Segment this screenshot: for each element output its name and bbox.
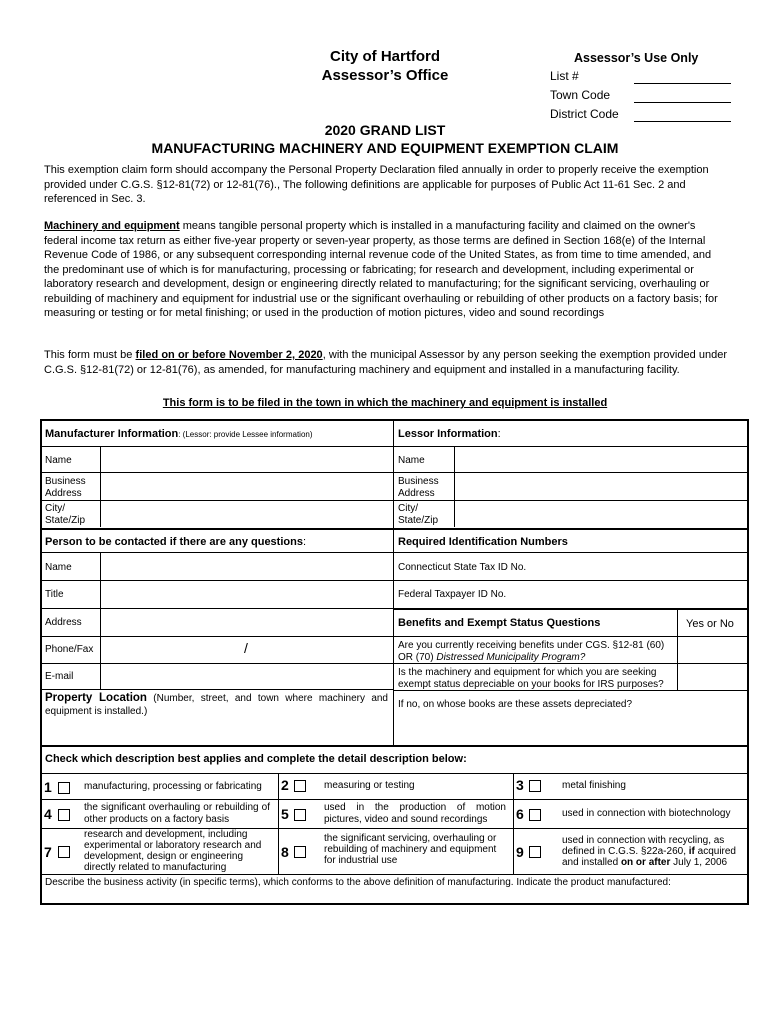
- city-name: City of Hartford: [330, 48, 440, 65]
- contact-address-field[interactable]: [101, 609, 392, 635]
- option-number: 9: [516, 844, 524, 860]
- lessor-business-label: Business Address: [398, 476, 439, 499]
- divider: [41, 874, 748, 875]
- option-number: 7: [44, 844, 52, 860]
- town-notice: This form is to be filed in the town in which the machinery and equipment is installed: [162, 397, 608, 409]
- contact-title-label: Title: [45, 589, 64, 600]
- contact-email-field[interactable]: [101, 664, 392, 689]
- district-code-field[interactable]: [634, 109, 731, 122]
- benefits-q2-answer[interactable]: [678, 664, 747, 690]
- mfr-business-label: Business Address: [45, 476, 86, 499]
- definition-text: means tangible personal property which is installed in a manufacturing facility and claimed on the owner's federal income tax return as either five-year property or seven-year property, as those terms are defined in Section 168(e) of the Internal Revenue Code of 1986, or any subsequent corresponding internal revenue code of the United States, as from time to time amended, and the predominant use of which is for manufacturing, processing or fabricating; for research and development, including experimental or laboratory research and development, design or engineering directly related to manufacturing; for the significant servicing, overhauling or rebuilding of machinery and equipment for industrial use or the significant overhauling or rebuilding of other products on a factory basis; for measuring or testing or for metal finishing; or used in the production of motion pictures, video and sound recordings: [44, 220, 718, 319]
- district-code-label: District Code: [550, 107, 732, 121]
- list-label: List #: [550, 69, 732, 83]
- option-number: 6: [516, 806, 524, 822]
- town-code-label: Town Code: [550, 88, 732, 102]
- ct-tax-id-label: Connecticut State Tax ID No.: [398, 562, 527, 573]
- option-number: 3: [516, 777, 524, 793]
- manufacturer-header: Manufacturer Information: (Lessor: provide Lessee information): [45, 428, 313, 440]
- center-divider: [393, 420, 394, 745]
- deadline-paragraph: This form must be filed on or before November 2, 2020, with the municipal Assessor by any person seeking the exemption provided under C.G.S. §12-81(72) or 12-81(76), as amended, for manufacturing machinery and equipment and installed in a manufacturing facility.: [44, 349, 728, 376]
- town-code-field[interactable]: [634, 90, 731, 103]
- benefits-q1-answer[interactable]: [678, 637, 747, 663]
- divider: [41, 745, 748, 747]
- option-number: 4: [44, 806, 52, 822]
- benefits-q3-answer[interactable]: [394, 714, 747, 744]
- contact-email-label: E-mail: [45, 671, 74, 682]
- contact-phone-label: Phone/Fax: [45, 644, 94, 655]
- option-number: 8: [281, 844, 289, 860]
- form-title: MANUFACTURING MACHINERY AND EQUIPMENT EXEMPTION CLAIM: [151, 140, 619, 156]
- divider: [41, 528, 748, 530]
- ct-tax-id-field[interactable]: [530, 553, 747, 579]
- describe-activity-field[interactable]: [42, 890, 747, 903]
- phone-fax-slash: /: [244, 640, 248, 656]
- option-4-label: the significant overhauling or rebuilding of other products on a factory basis: [84, 802, 270, 825]
- option-8-label: the significant servicing, overhauling or rebuilding of machinery and equipment for industrial use: [324, 833, 497, 866]
- option-3-label: metal finishing: [562, 780, 626, 791]
- benefits-header: Benefits and Exempt Status Questions: [398, 617, 601, 629]
- option-7-label: research and development, including experimental or laboratory research and development, design or engineering directly related to manufacturing: [84, 829, 262, 873]
- option-4-checkbox[interactable]: [58, 809, 70, 821]
- mfr-name-field[interactable]: [101, 447, 392, 471]
- list-field[interactable]: [634, 71, 731, 84]
- divider: [278, 774, 279, 874]
- divider: [513, 774, 514, 874]
- mfr-city-label: City/ State/Zip: [45, 503, 86, 526]
- lessor-city-label: City/ State/Zip: [398, 503, 439, 526]
- lessor-name-label: Name: [398, 455, 425, 466]
- option-5-label: used in the production of motion pictures, video and sound recordings: [324, 802, 506, 825]
- divider: [41, 799, 748, 800]
- property-location-field[interactable]: [41, 718, 392, 744]
- option-6-label: used in connection with biotechnology: [562, 808, 731, 819]
- yes-no-header: Yes or No: [686, 618, 734, 630]
- option-5-checkbox[interactable]: [294, 809, 306, 821]
- mfr-address-field[interactable]: [101, 473, 392, 499]
- contact-header: Person to be contacted if there are any questions:: [45, 536, 307, 548]
- intro-paragraph: This exemption claim form should accompany the Personal Property Declaration filed annually in order to properly receive the exemption provided under C.G.S. §12-81(72) or 12-81(76)., The following definitions are applicable for purposes of Public Act 11-61 Sec. 2 and referenced in Sec. 3.: [44, 164, 709, 205]
- contact-name-label: Name: [45, 562, 72, 573]
- divider: [394, 690, 748, 691]
- lessor-address-field[interactable]: [455, 473, 747, 499]
- option-9-checkbox[interactable]: [529, 846, 541, 858]
- divider: [41, 689, 393, 690]
- grand-list-title: 2020 GRAND LIST: [324, 122, 446, 138]
- check-header: Check which description best applies and complete the detail description below:: [45, 753, 467, 765]
- mfr-name-label: Name: [45, 455, 72, 466]
- deadline-date: filed on or before November 2, 2020: [135, 349, 323, 361]
- definition-paragraph: [44, 219, 727, 321]
- option-7-checkbox[interactable]: [58, 846, 70, 858]
- option-6-checkbox[interactable]: [529, 809, 541, 821]
- option-1-checkbox[interactable]: [58, 782, 70, 794]
- property-location-label: Property Location (Number, street, and town where machinery and equipment is installed.): [45, 692, 388, 717]
- option-number: 2: [281, 777, 289, 793]
- option-3-checkbox[interactable]: [529, 780, 541, 792]
- option-2-checkbox[interactable]: [294, 780, 306, 792]
- contact-name-field[interactable]: [101, 553, 392, 579]
- definition-term: Machinery and equipment: [44, 220, 180, 232]
- assessor-use-title: Assessor’s Use Only: [574, 51, 699, 65]
- mfr-city-field[interactable]: [101, 501, 392, 527]
- fed-tax-id-label: Federal Taxpayer ID No.: [398, 589, 507, 600]
- benefits-q2: Is the machinery and equipment for which you are seeking exempt status depreciable on your books for IRS purposes?: [398, 667, 664, 690]
- option-1-label: manufacturing, processing or fabricating: [84, 781, 262, 792]
- lessor-header: Lessor Information:: [398, 428, 501, 440]
- lessor-name-field[interactable]: [455, 447, 747, 471]
- ids-header: Required Identification Numbers: [398, 536, 568, 548]
- option-number: 1: [44, 779, 52, 795]
- divider: [394, 608, 748, 610]
- contact-address-label: Address: [45, 617, 82, 628]
- describe-activity-label: Describe the business activity (in specific terms), which conforms to the above definition of manufacturing. Indicate the product manufactured:: [45, 877, 671, 888]
- benefits-q1: Are you currently receiving benefits under CGS. §12-81 (60) OR (70) Distressed Municipality Program?: [398, 640, 665, 663]
- benefits-q3: If no, on whose books are these assets depreciated?: [398, 699, 633, 710]
- fed-tax-id-field[interactable]: [530, 581, 747, 607]
- option-number: 5: [281, 806, 289, 822]
- option-2-label: measuring or testing: [324, 780, 415, 791]
- option-8-checkbox[interactable]: [294, 846, 306, 858]
- divider: [41, 773, 748, 774]
- lessor-city-field[interactable]: [455, 501, 747, 527]
- contact-title-field[interactable]: [101, 581, 392, 607]
- office-name: Assessor’s Office: [321, 67, 449, 84]
- option-9-label: used in connection with recycling, as defined in C.G.S. §22a-260, if acquired and installed on or after July 1, 2006: [562, 835, 736, 868]
